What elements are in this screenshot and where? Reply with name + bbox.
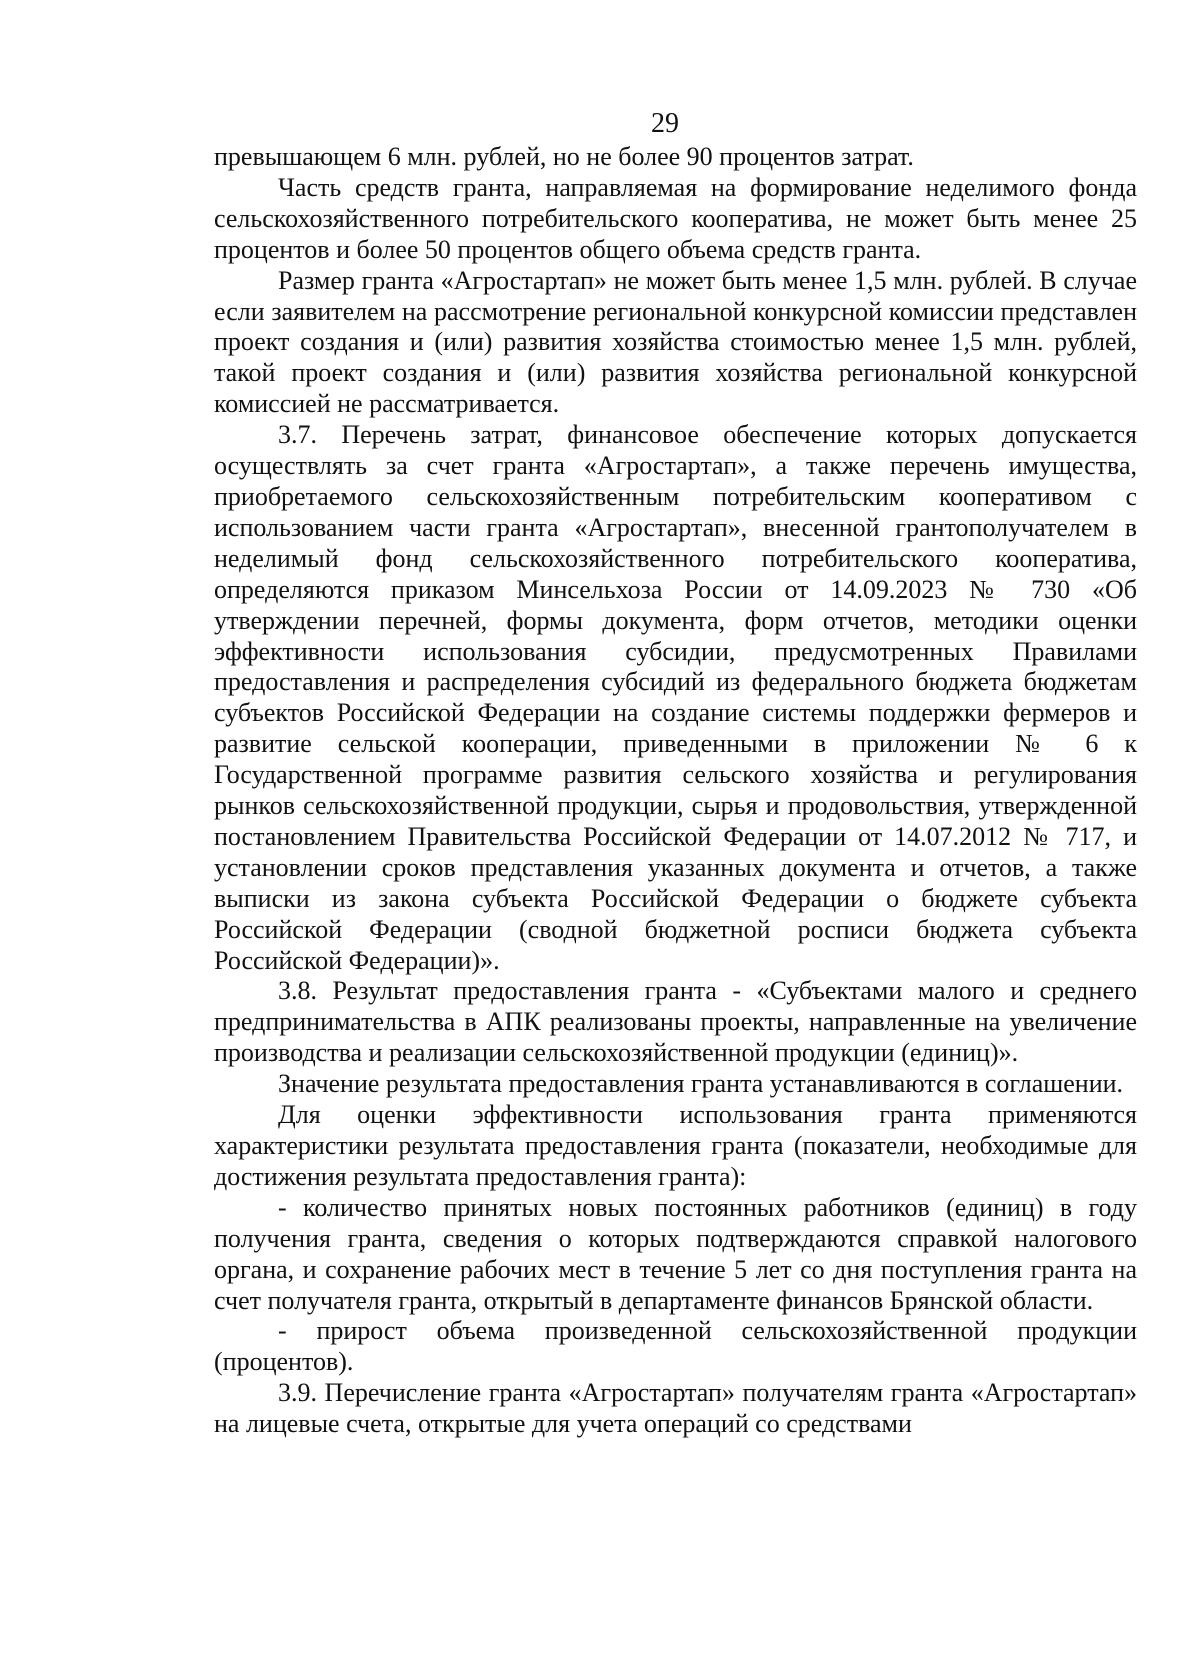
paragraph-continuation: превышающем 6 млн. рублей, но не более 90 процентов затрат. [214,142,914,171]
document-body [214,142,1137,1440]
paragraph-grant-size: Размер гранта «Агростартап» не может быть менее 1,5 млн. рублей. В случае если заявителем на рассмотрение региональной конкурсной комиссии представлен проект создания и (или) развития хозяйства стоимостью менее 1,5 млн. рублей, такой проект создания и (или) развития хозяйства региональной конкурсной комиссией не рассматривается. [214,265,1137,419]
paragraph-3-9-transfer: 3.9. Перечисление гранта «Агростартап» получателям гранта «Агростартап» на лицевые счета, открытые для учета операций со средствами [214,1378,1137,1439]
paragraph-3-7-costs-list: 3.7. Перечень затрат, финансовое обеспечение которых допускается осуществлять за счет гранта «Агростартап», а также перечень имущества, приобретаемого сельскохозяйственным потребительским кооперативом с использованием части гранта «Агростартап», внесенной грантополучателем в неделимый фонд сельскохозяйственного потребительского кооператива, определяются приказом Минсельхоза России от 14.09.2023 № 730 «Об утверждении перечней, формы документа, форм отчетов, методики оценки эффективности использования субсидии, предусмотренных Правилами предоставления и распределения субсидий из федерального бюджета бюджетам субъектов Российской Федерации на создание системы поддержки фермеров и развитие сельской кооперации, приведенными в приложении № 6 к Государственной программе развития сельского хозяйства и регулирования рынков сельскохозяйственной продукции, сырья и продовольствия, утвержденной постановлением Правительства Российской Федерации от 14.07.2012 № 717, и установлении сроков представления указанных документа и отчетов, а также выписки из закона субъекта Российской Федерации о бюджете субъекта Российской Федерации (сводной бюджетной росписи бюджета субъекта Российской Федерации)». [214,420,1137,975]
paragraph-3-8-result: 3.8. Результат предоставления гранта - «Субъектами малого и среднего предпринимательства в АПК реализованы проекты, направленные на увеличение производства и реализации сельскохозяйственной продукции (единиц)». [214,976,1137,1068]
paragraph-efficiency-evaluation: Для оценки эффективности использования гранта применяются характеристики результата предоставления гранта (показатели, необходимые для достижения результата предоставления гранта): [214,1100,1137,1191]
paragraph-fund-share: Часть средств гранта, направляемая на формирование неделимого фонда сельскохозяйственного потребительского кооператива, не может быть менее 25 процентов и более 50 процентов общего объема средств гранта. [214,172,1137,264]
page-number: 29 [651,108,679,139]
list-item-new-employees: - количество принятых новых постоянных работников (единиц) в году получения гранта, сведения о которых подтверждаются справкой налогового органа, и сохранение рабочих мест в течение 5 лет со дня поступления гранта на счет получателя гранта, открытый в департаменте финансов Брянской области. [214,1192,1137,1315]
list-item-production-growth: - прирост объема произведенной сельскохозяйственной продукции (процентов). [214,1316,1137,1377]
paragraph-result-value: Значение результата предоставления гранта устанавливаются в соглашении. [278,1069,1124,1099]
